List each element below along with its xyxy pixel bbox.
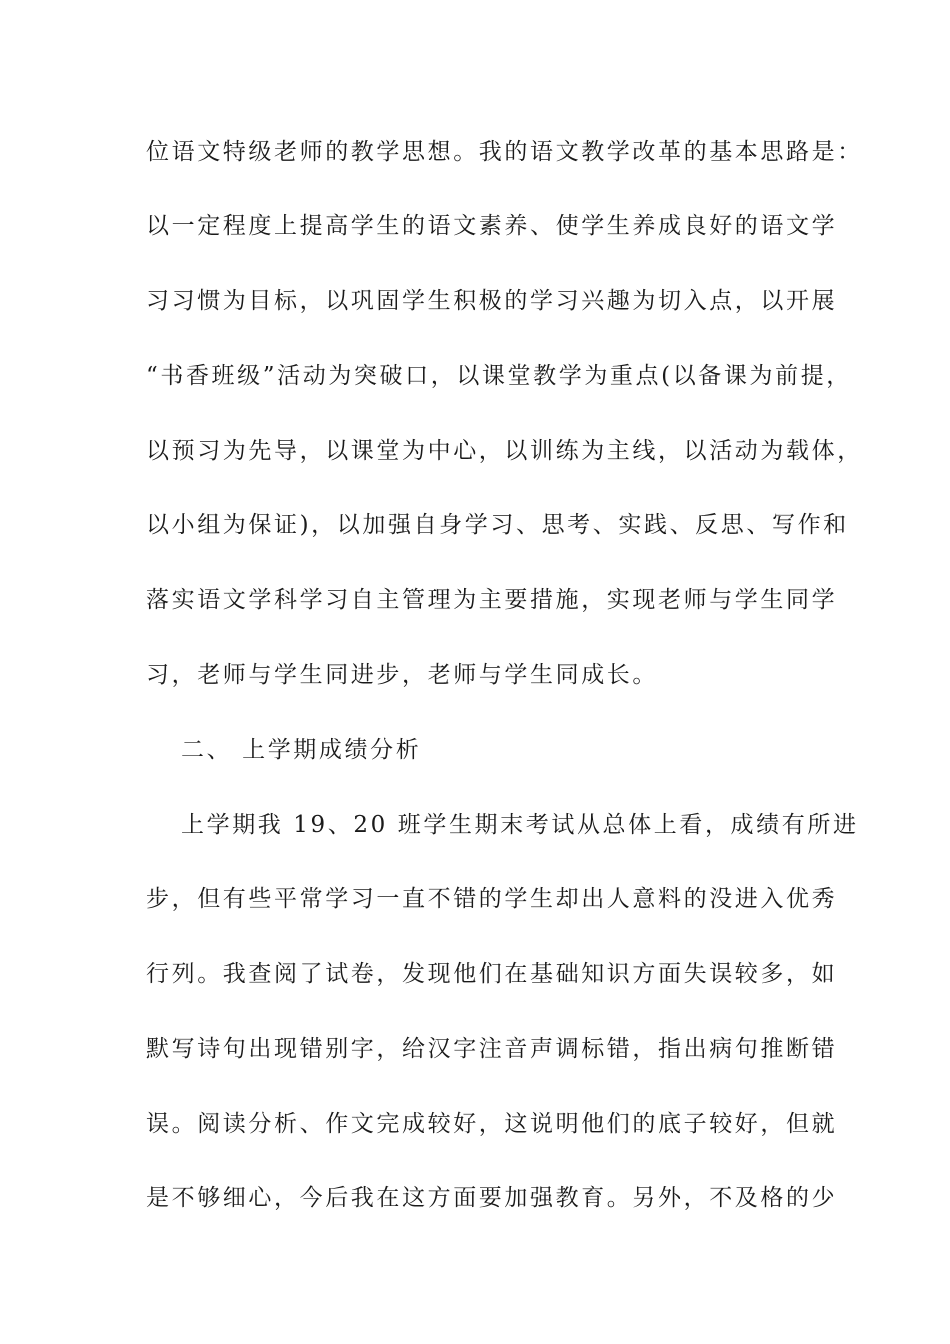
paragraph-line: 上学期我 19、20 班学生期末考试从总体上看，成绩有所进 <box>181 812 859 838</box>
paragraph-line: 误。阅读分析、作文完成较好，这说明他们的底子较好，但就 <box>146 1111 838 1137</box>
paragraph-line: “书香班级”活动为突破口，以课堂教学为重点(以备课为前提， <box>146 363 852 389</box>
paragraph-line: 以一定程度上提高学生的语文素养、使学生养成良好的语文学 <box>146 213 838 239</box>
paragraph-line: 习，老师与学生同进步，老师与学生同成长。 <box>146 662 658 688</box>
paragraph-line: 位语文特级老师的教学思想。我的语文教学改革的基本思路是： <box>146 139 863 165</box>
section-heading: 二、 上学期成绩分析 <box>181 737 422 763</box>
paragraph-line: 习习惯为目标，以巩固学生积极的学习兴趣为切入点，以开展 <box>146 288 838 314</box>
paragraph-line: 是不够细心，今后我在这方面要加强教育。另外，不及格的少 <box>146 1185 838 1211</box>
paragraph-line: 默写诗句出现错别字，给汉字注音声调标错，指出病句推断错 <box>146 1036 838 1062</box>
paragraph-line: 以小组为保证)，以加强自身学习、思考、实践、反思、写作和 <box>146 512 849 538</box>
paragraph-line: 以预习为先导，以课堂为中心，以训练为主线，以活动为载体， <box>146 438 863 464</box>
paragraph-line: 落实语文学科学习自主管理为主要措施，实现老师与学生同学 <box>146 587 838 613</box>
paragraph-line: 行列。我查阅了试卷，发现他们在基础知识方面失误较多，如 <box>146 961 838 987</box>
paragraph-line: 步，但有些平常学习一直不错的学生却出人意料的没进入优秀 <box>146 886 838 912</box>
